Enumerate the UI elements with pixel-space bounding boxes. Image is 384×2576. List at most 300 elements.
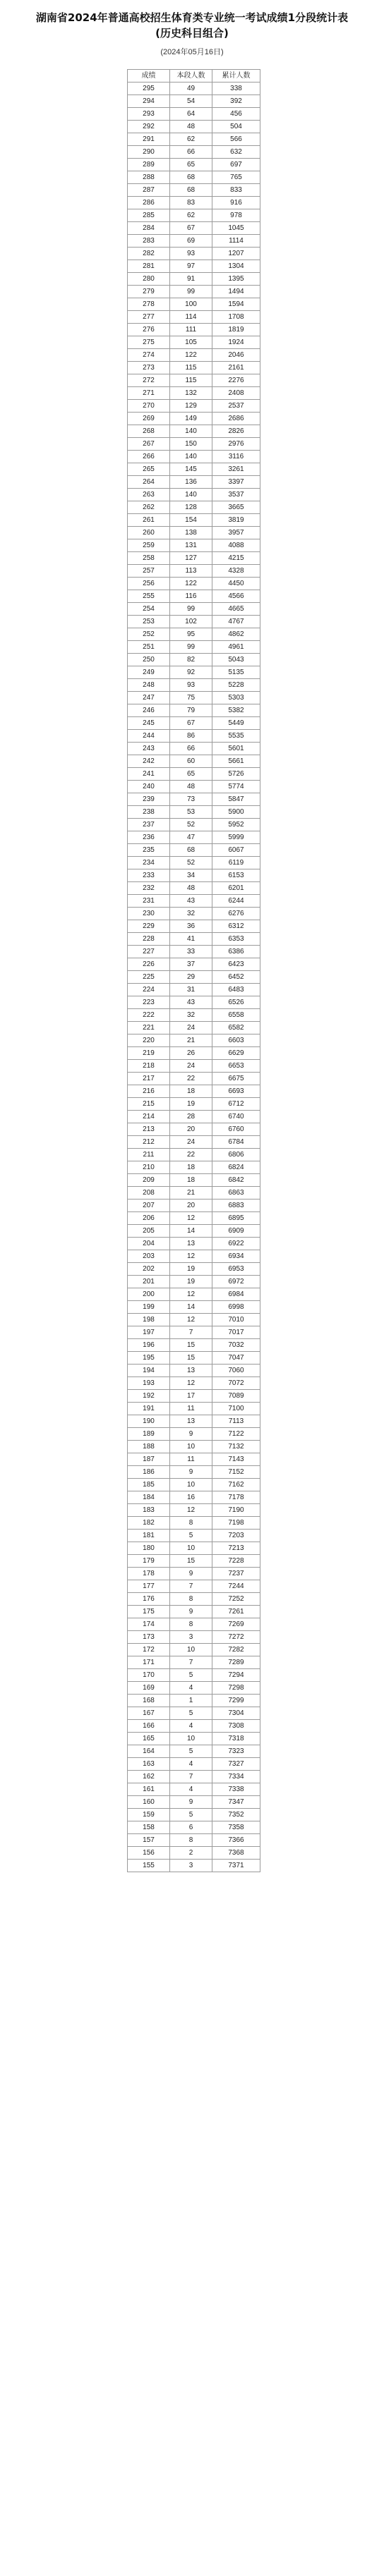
table-row: [128, 1491, 260, 1504]
cell-cumulative-count: 3537: [212, 489, 260, 501]
cell-score: 268: [128, 425, 170, 438]
cell-cumulative-count: 6806: [212, 1149, 260, 1161]
table-row: [128, 1568, 260, 1580]
table-row: [128, 1606, 260, 1618]
cell-score: 263: [128, 489, 170, 501]
cell-cumulative-count: 6972: [212, 1276, 260, 1288]
cell-cumulative-count: 1924: [212, 336, 260, 349]
cell-segment-count: 105: [170, 336, 212, 349]
table-row: [128, 324, 260, 336]
table-row: [128, 1783, 260, 1796]
table-row: [128, 578, 260, 590]
cell-score: 262: [128, 501, 170, 514]
cell-segment-count: 12: [170, 1288, 212, 1301]
cell-score: 251: [128, 641, 170, 654]
table-row: [128, 311, 260, 324]
table-row: [128, 463, 260, 476]
cell-score: 239: [128, 793, 170, 806]
cell-cumulative-count: 3261: [212, 463, 260, 476]
cell-score: 228: [128, 933, 170, 946]
cell-cumulative-count: 6244: [212, 895, 260, 908]
cell-segment-count: 21: [170, 1034, 212, 1047]
cell-cumulative-count: 7178: [212, 1491, 260, 1504]
cell-cumulative-count: 6998: [212, 1301, 260, 1314]
table-row: [128, 248, 260, 260]
table-row: [128, 413, 260, 425]
cell-cumulative-count: 7304: [212, 1707, 260, 1720]
cell-score: 171: [128, 1656, 170, 1669]
cell-segment-count: 14: [170, 1225, 212, 1238]
cell-cumulative-count: 4767: [212, 616, 260, 628]
table-row: [128, 1618, 260, 1631]
cell-cumulative-count: 1045: [212, 222, 260, 235]
cell-cumulative-count: 7371: [212, 1860, 260, 1872]
cell-cumulative-count: 1494: [212, 286, 260, 298]
table-row: [128, 1149, 260, 1161]
table-row: [128, 590, 260, 603]
table-row: [128, 743, 260, 755]
cell-segment-count: 32: [170, 908, 212, 920]
cell-segment-count: 65: [170, 768, 212, 781]
cell-score: 174: [128, 1618, 170, 1631]
cell-cumulative-count: 7047: [212, 1352, 260, 1365]
cell-segment-count: 95: [170, 628, 212, 641]
cell-score: 245: [128, 717, 170, 730]
cell-cumulative-count: 7060: [212, 1365, 260, 1377]
cell-segment-count: 3: [170, 1860, 212, 1872]
table-row: [128, 971, 260, 984]
cell-segment-count: 12: [170, 1314, 212, 1326]
table-row: [128, 933, 260, 946]
table-row: [128, 1479, 260, 1491]
cell-cumulative-count: 6653: [212, 1060, 260, 1073]
table-row: [128, 1847, 260, 1860]
cell-segment-count: 5: [170, 1707, 212, 1720]
cell-score: 211: [128, 1149, 170, 1161]
table-row: [128, 869, 260, 882]
table-row: [128, 527, 260, 539]
table-row: [128, 1047, 260, 1060]
cell-segment-count: 22: [170, 1149, 212, 1161]
cell-segment-count: 60: [170, 755, 212, 768]
cell-segment-count: 20: [170, 1200, 212, 1212]
cell-score: 163: [128, 1758, 170, 1771]
table-row: [128, 1860, 260, 1872]
table-row: [128, 908, 260, 920]
score-distribution-table: [127, 69, 260, 1872]
cell-segment-count: 43: [170, 996, 212, 1009]
cell-segment-count: 20: [170, 1123, 212, 1136]
cell-segment-count: 111: [170, 324, 212, 336]
cell-cumulative-count: 4215: [212, 552, 260, 565]
table-row: [128, 1428, 260, 1441]
cell-segment-count: 79: [170, 704, 212, 717]
cell-segment-count: 15: [170, 1352, 212, 1365]
table-row: [128, 1263, 260, 1276]
cell-score: 249: [128, 666, 170, 679]
cell-cumulative-count: 833: [212, 184, 260, 197]
cell-score: 273: [128, 362, 170, 374]
cell-score: 187: [128, 1453, 170, 1466]
cell-score: 202: [128, 1263, 170, 1276]
table-row: [128, 1745, 260, 1758]
cell-cumulative-count: 6276: [212, 908, 260, 920]
cell-cumulative-count: 7282: [212, 1644, 260, 1656]
table-row: [128, 1403, 260, 1415]
cell-score: 247: [128, 692, 170, 704]
cell-segment-count: 37: [170, 958, 212, 971]
cell-cumulative-count: 5999: [212, 831, 260, 844]
cell-cumulative-count: 7298: [212, 1682, 260, 1695]
cell-segment-count: 48: [170, 882, 212, 895]
table-row: [128, 603, 260, 616]
cell-segment-count: 4: [170, 1783, 212, 1796]
cell-score: 170: [128, 1669, 170, 1682]
cell-score: 210: [128, 1161, 170, 1174]
cell-segment-count: 69: [170, 235, 212, 248]
table-row: [128, 273, 260, 286]
cell-segment-count: 82: [170, 654, 212, 666]
cell-cumulative-count: 7347: [212, 1796, 260, 1809]
cell-cumulative-count: 6693: [212, 1085, 260, 1098]
table-row: [128, 1339, 260, 1352]
cell-cumulative-count: 1708: [212, 311, 260, 324]
cell-segment-count: 99: [170, 641, 212, 654]
cell-cumulative-count: 7366: [212, 1834, 260, 1847]
cell-segment-count: 68: [170, 184, 212, 197]
table-row: [128, 616, 260, 628]
cell-segment-count: 1: [170, 1695, 212, 1707]
cell-cumulative-count: 7190: [212, 1504, 260, 1517]
cell-segment-count: 48: [170, 781, 212, 793]
cell-cumulative-count: 7203: [212, 1530, 260, 1542]
cell-segment-count: 11: [170, 1403, 212, 1415]
page-title: 湖南省2024年普通高校招生体育类专业统一考试成绩1分段统计表: [35, 11, 349, 24]
table-row: [128, 1580, 260, 1593]
table-row: [128, 1352, 260, 1365]
cell-score: 206: [128, 1212, 170, 1225]
cell-cumulative-count: 5449: [212, 717, 260, 730]
cell-score: 184: [128, 1491, 170, 1504]
cell-segment-count: 29: [170, 971, 212, 984]
cell-score: 181: [128, 1530, 170, 1542]
cell-score: 158: [128, 1821, 170, 1834]
cell-score: 219: [128, 1047, 170, 1060]
cell-score: 168: [128, 1695, 170, 1707]
cell-score: 233: [128, 869, 170, 882]
cell-cumulative-count: 3665: [212, 501, 260, 514]
cell-cumulative-count: 7122: [212, 1428, 260, 1441]
cell-score: 237: [128, 819, 170, 831]
cell-cumulative-count: 2408: [212, 387, 260, 400]
cell-score: 224: [128, 984, 170, 996]
cell-segment-count: 8: [170, 1593, 212, 1606]
table-row: [128, 1644, 260, 1656]
cell-score: 252: [128, 628, 170, 641]
cell-cumulative-count: 7272: [212, 1631, 260, 1644]
cell-cumulative-count: 6934: [212, 1250, 260, 1263]
cell-cumulative-count: 6740: [212, 1111, 260, 1123]
cell-segment-count: 9: [170, 1568, 212, 1580]
cell-cumulative-count: 6922: [212, 1238, 260, 1250]
cell-cumulative-count: 5952: [212, 819, 260, 831]
cell-segment-count: 4: [170, 1682, 212, 1695]
cell-segment-count: 13: [170, 1415, 212, 1428]
cell-segment-count: 116: [170, 590, 212, 603]
cell-segment-count: 19: [170, 1263, 212, 1276]
table-row: [128, 1085, 260, 1098]
table-row: [128, 1225, 260, 1238]
cell-cumulative-count: 4566: [212, 590, 260, 603]
cell-segment-count: 5: [170, 1809, 212, 1821]
cell-cumulative-count: 1395: [212, 273, 260, 286]
cell-score: 274: [128, 349, 170, 362]
cell-cumulative-count: 7358: [212, 1821, 260, 1834]
cell-segment-count: 9: [170, 1466, 212, 1479]
cell-segment-count: 21: [170, 1187, 212, 1200]
cell-score: 243: [128, 743, 170, 755]
cell-score: 204: [128, 1238, 170, 1250]
cell-score: 280: [128, 273, 170, 286]
cell-segment-count: 13: [170, 1365, 212, 1377]
cell-score: 185: [128, 1479, 170, 1491]
cell-cumulative-count: 3116: [212, 451, 260, 463]
cell-segment-count: 93: [170, 679, 212, 692]
cell-cumulative-count: 7261: [212, 1606, 260, 1618]
cell-cumulative-count: 6603: [212, 1034, 260, 1047]
cell-segment-count: 62: [170, 133, 212, 146]
table-row: [128, 1060, 260, 1073]
cell-score: 175: [128, 1606, 170, 1618]
cell-cumulative-count: 7089: [212, 1390, 260, 1403]
table-row: [128, 1187, 260, 1200]
cell-segment-count: 145: [170, 463, 212, 476]
cell-score: 155: [128, 1860, 170, 1872]
table-body: [128, 83, 260, 1872]
table-row: [128, 1174, 260, 1187]
table-row: [128, 1441, 260, 1453]
cell-segment-count: 102: [170, 616, 212, 628]
cell-cumulative-count: 338: [212, 83, 260, 95]
cell-cumulative-count: 2276: [212, 374, 260, 387]
table-row: [128, 425, 260, 438]
cell-segment-count: 4: [170, 1720, 212, 1733]
cell-cumulative-count: 6784: [212, 1136, 260, 1149]
cell-score: 173: [128, 1631, 170, 1644]
cell-score: 193: [128, 1377, 170, 1390]
cell-cumulative-count: 7338: [212, 1783, 260, 1796]
table-row: [128, 857, 260, 869]
cell-score: 282: [128, 248, 170, 260]
table-row: [128, 666, 260, 679]
cell-cumulative-count: 632: [212, 146, 260, 159]
report-date: (2024年05月16日): [160, 48, 224, 56]
cell-cumulative-count: 6842: [212, 1174, 260, 1187]
cell-cumulative-count: 3957: [212, 527, 260, 539]
table-header-row: [128, 70, 260, 83]
cell-score: 208: [128, 1187, 170, 1200]
cell-cumulative-count: 916: [212, 197, 260, 209]
cell-score: 264: [128, 476, 170, 489]
cell-score: 221: [128, 1022, 170, 1034]
cell-segment-count: 47: [170, 831, 212, 844]
table-row: [128, 1555, 260, 1568]
table-row: [128, 489, 260, 501]
cell-cumulative-count: 7269: [212, 1618, 260, 1631]
cell-score: 267: [128, 438, 170, 451]
cell-score: 205: [128, 1225, 170, 1238]
cell-cumulative-count: 2686: [212, 413, 260, 425]
cell-score: 207: [128, 1200, 170, 1212]
cell-score: 189: [128, 1428, 170, 1441]
cell-segment-count: 8: [170, 1834, 212, 1847]
table-row: [128, 1123, 260, 1136]
table-row: [128, 374, 260, 387]
cell-score: 222: [128, 1009, 170, 1022]
header-cumulative-count: 累计人数: [212, 70, 260, 83]
cell-segment-count: 92: [170, 666, 212, 679]
table-row: [128, 387, 260, 400]
cell-cumulative-count: 392: [212, 95, 260, 108]
table-row: [128, 717, 260, 730]
cell-score: 166: [128, 1720, 170, 1733]
table-row: [128, 1098, 260, 1111]
cell-cumulative-count: 7032: [212, 1339, 260, 1352]
cell-segment-count: 10: [170, 1733, 212, 1745]
cell-segment-count: 14: [170, 1301, 212, 1314]
table-row: [128, 1821, 260, 1834]
cell-score: 234: [128, 857, 170, 869]
cell-cumulative-count: 6067: [212, 844, 260, 857]
cell-score: 246: [128, 704, 170, 717]
cell-cumulative-count: 7318: [212, 1733, 260, 1745]
table-row: [128, 781, 260, 793]
cell-score: 287: [128, 184, 170, 197]
table-row: [128, 654, 260, 666]
cell-score: 182: [128, 1517, 170, 1530]
cell-cumulative-count: 7213: [212, 1542, 260, 1555]
cell-score: 269: [128, 413, 170, 425]
table-row: [128, 1314, 260, 1326]
cell-segment-count: 68: [170, 844, 212, 857]
cell-cumulative-count: 504: [212, 121, 260, 133]
cell-segment-count: 19: [170, 1098, 212, 1111]
cell-score: 198: [128, 1314, 170, 1326]
cell-cumulative-count: 1594: [212, 298, 260, 311]
cell-segment-count: 13: [170, 1238, 212, 1250]
cell-score: 240: [128, 781, 170, 793]
cell-segment-count: 12: [170, 1377, 212, 1390]
cell-segment-count: 19: [170, 1276, 212, 1288]
cell-cumulative-count: 7198: [212, 1517, 260, 1530]
cell-cumulative-count: 5726: [212, 768, 260, 781]
table-row: [128, 1453, 260, 1466]
cell-score: 248: [128, 679, 170, 692]
table-row: [128, 1834, 260, 1847]
cell-cumulative-count: 978: [212, 209, 260, 222]
table-row: [128, 831, 260, 844]
cell-segment-count: 131: [170, 539, 212, 552]
cell-segment-count: 18: [170, 1174, 212, 1187]
cell-cumulative-count: 697: [212, 159, 260, 171]
cell-score: 177: [128, 1580, 170, 1593]
table-row: [128, 946, 260, 958]
cell-cumulative-count: 6526: [212, 996, 260, 1009]
cell-score: 226: [128, 958, 170, 971]
cell-score: 213: [128, 1123, 170, 1136]
cell-segment-count: 41: [170, 933, 212, 946]
cell-score: 214: [128, 1111, 170, 1123]
table-row: [128, 996, 260, 1009]
table-row: [128, 501, 260, 514]
table-row: [128, 679, 260, 692]
cell-score: 230: [128, 908, 170, 920]
table-row: [128, 1796, 260, 1809]
cell-cumulative-count: 2046: [212, 349, 260, 362]
table-row: [128, 1530, 260, 1542]
cell-score: 236: [128, 831, 170, 844]
cell-score: 186: [128, 1466, 170, 1479]
cell-segment-count: 54: [170, 95, 212, 108]
cell-score: 159: [128, 1809, 170, 1821]
cell-score: 183: [128, 1504, 170, 1517]
cell-cumulative-count: 7308: [212, 1720, 260, 1733]
table-row: [128, 1593, 260, 1606]
cell-segment-count: 64: [170, 108, 212, 121]
table-row: [128, 121, 260, 133]
cell-cumulative-count: 6909: [212, 1225, 260, 1238]
cell-score: 192: [128, 1390, 170, 1403]
cell-cumulative-count: 7072: [212, 1377, 260, 1390]
table-row: [128, 1136, 260, 1149]
table-row: [128, 1301, 260, 1314]
table-row: [128, 539, 260, 552]
table-row: [128, 895, 260, 908]
cell-cumulative-count: 6895: [212, 1212, 260, 1225]
cell-cumulative-count: 6201: [212, 882, 260, 895]
cell-cumulative-count: 4862: [212, 628, 260, 641]
cell-cumulative-count: 6883: [212, 1200, 260, 1212]
cell-segment-count: 86: [170, 730, 212, 743]
cell-cumulative-count: 6984: [212, 1288, 260, 1301]
cell-segment-count: 140: [170, 425, 212, 438]
cell-score: 227: [128, 946, 170, 958]
table-row: [128, 222, 260, 235]
cell-segment-count: 66: [170, 146, 212, 159]
cell-score: 270: [128, 400, 170, 413]
cell-segment-count: 8: [170, 1618, 212, 1631]
cell-segment-count: 150: [170, 438, 212, 451]
cell-segment-count: 136: [170, 476, 212, 489]
cell-segment-count: 31: [170, 984, 212, 996]
cell-score: 232: [128, 882, 170, 895]
table-row: [128, 1504, 260, 1517]
cell-cumulative-count: 566: [212, 133, 260, 146]
cell-score: 196: [128, 1339, 170, 1352]
cell-cumulative-count: 6582: [212, 1022, 260, 1034]
cell-segment-count: 100: [170, 298, 212, 311]
cell-segment-count: 43: [170, 895, 212, 908]
cell-segment-count: 53: [170, 806, 212, 819]
cell-score: 165: [128, 1733, 170, 1745]
table-row: [128, 171, 260, 184]
cell-cumulative-count: 6483: [212, 984, 260, 996]
table-row: [128, 438, 260, 451]
table-row: [128, 1390, 260, 1403]
cell-score: 283: [128, 235, 170, 248]
cell-score: 160: [128, 1796, 170, 1809]
cell-cumulative-count: 765: [212, 171, 260, 184]
